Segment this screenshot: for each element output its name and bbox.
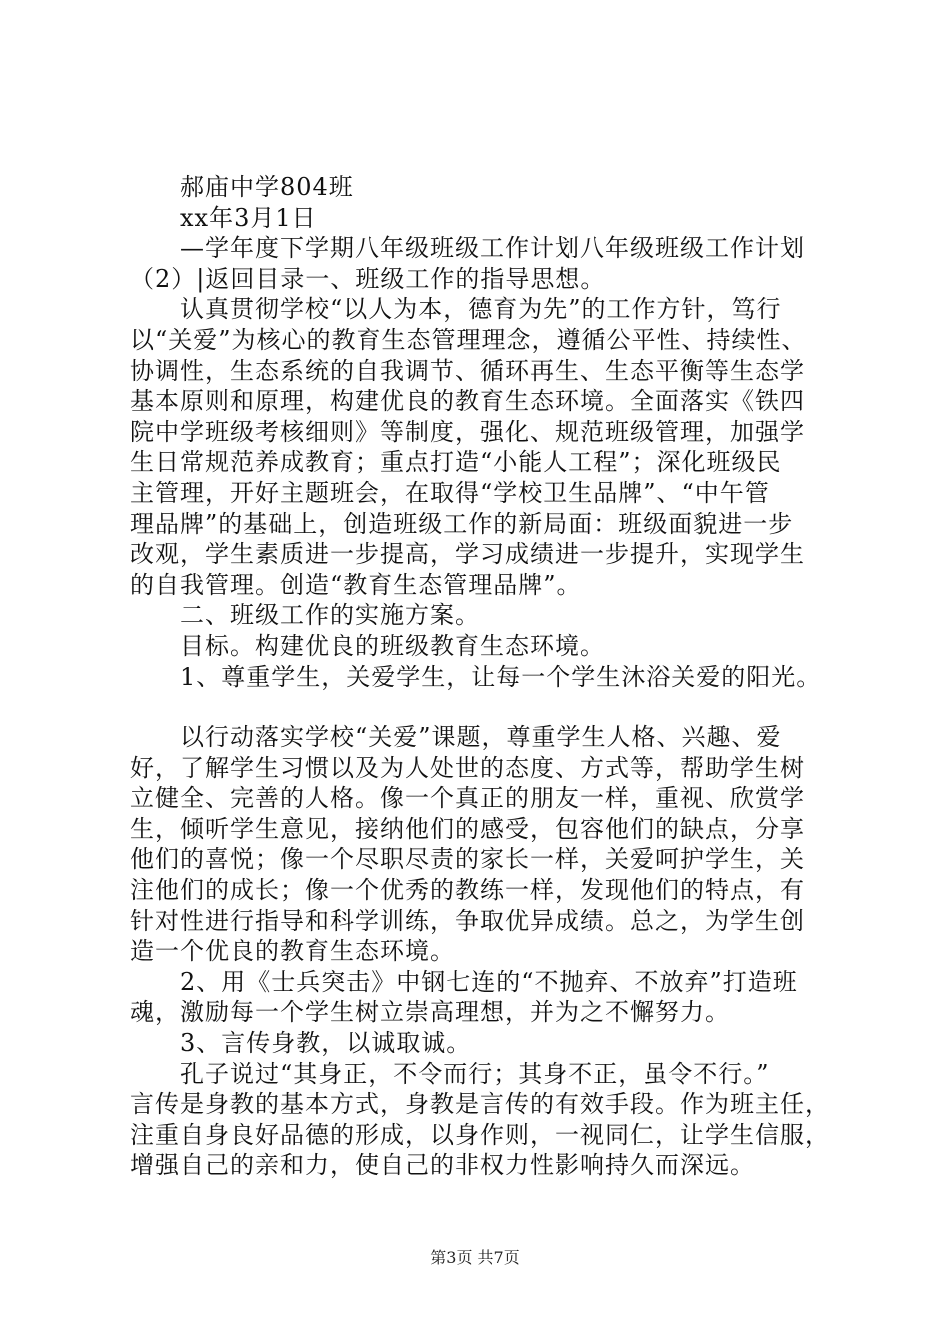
text-line: 主管理，开好主题班会，在取得“学校卫生品牌”、“中午管 bbox=[130, 478, 770, 507]
text-line: xx年3月1日 bbox=[180, 203, 317, 232]
text-line: 魂，激励每一个学生树立崇高理想，并为之不懈努力。 bbox=[130, 998, 730, 1027]
text-line: 他们的喜悦；像一个尽职尽责的家长一样，关爱呵护学生，关 bbox=[130, 845, 805, 874]
text-line: 3、言传身教，以诚取诚。 bbox=[180, 1029, 472, 1058]
text-line: 注他们的成长；像一个优秀的教练一样，发现他们的特点，有 bbox=[130, 876, 805, 905]
text-line: 基本原则和原理，构建优良的教育生态环境。全面落实《铁四 bbox=[130, 387, 805, 416]
paragraph-spacer bbox=[130, 692, 838, 722]
text-line: 的自我管理。创造“教育生态管理品牌”。 bbox=[130, 570, 582, 599]
text-line: 以“关爱”为核心的教育生态管理理念，遵循公平性、持续性、 bbox=[130, 325, 807, 354]
text-line: —学年度下学期八年级班级工作计划八年级班级工作计划 bbox=[180, 234, 805, 263]
text-line: 言传是身教的基本方式，身教是言传的有效手段。作为班主任， bbox=[130, 1090, 830, 1119]
text-line: 好，了解学生习惯以及为人处世的态度、方式等，帮助学生树 bbox=[130, 753, 805, 782]
text-line: 院中学班级考核细则》等制度，强化、规范班级管理，加强学 bbox=[130, 417, 805, 446]
text-line: 立健全、完善的人格。像一个真正的朋友一样，重视、欣赏学 bbox=[130, 784, 805, 813]
text-line: 1、尊重学生，关爱学生，让每一个学生沐浴关爱的阳光。 bbox=[180, 662, 822, 691]
text-line: 目标。构建优良的班级教育生态环境。 bbox=[180, 631, 605, 660]
text-line: 改观，学生素质进一步提高，学习成绩进一步提升，实现学生 bbox=[130, 540, 805, 569]
text-line: 生日常规范养成教育；重点打造“小能人工程”；深化班级民 bbox=[130, 448, 782, 477]
text-line: 生，倾听学生意见，接纳他们的感受，包容他们的缺点，分享 bbox=[130, 814, 805, 843]
text-line: 增强自己的亲和力，使自己的非权力性影响持久而深远。 bbox=[130, 1151, 755, 1180]
text-line: 孔子说过“其身正，不令而行；其身不正，虽令不行。” bbox=[180, 1059, 770, 1088]
text-line: 理品牌”的基础上，创造班级工作的新局面：班级面貌进一步 bbox=[130, 509, 794, 538]
text-line: 以行动落实学校“关爱”课题，尊重学生人格、兴趣、爱 bbox=[180, 723, 782, 752]
text-line: （2）|返回目录一、班级工作的指导思想。 bbox=[130, 264, 606, 293]
text-line: 2、用《士兵突击》中钢七连的“不抛弃、不放弃”打造班 bbox=[180, 967, 798, 996]
text-line: 二、班级工作的实施方案。 bbox=[180, 601, 480, 630]
text-line: 认真贯彻学校“以人为本，德育为先”的工作方针，笃行 bbox=[180, 295, 782, 324]
text-line: 针对性进行指导和科学训练，争取优异成绩。总之，为学生创 bbox=[130, 906, 805, 935]
text-line: 注重自身良好品德的形成，以身作则，一视同仁，让学生信服， bbox=[130, 1120, 830, 1149]
text-line: 郝庙中学804班 bbox=[180, 173, 354, 201]
document-body bbox=[130, 172, 838, 1181]
text-line: 造一个优良的教育生态环境。 bbox=[130, 937, 455, 966]
page-footer: 第3页 共7页 bbox=[430, 1248, 520, 1267]
text-line: 协调性，生态系统的自我调节、循环再生、生态平衡等生态学 bbox=[130, 356, 805, 385]
